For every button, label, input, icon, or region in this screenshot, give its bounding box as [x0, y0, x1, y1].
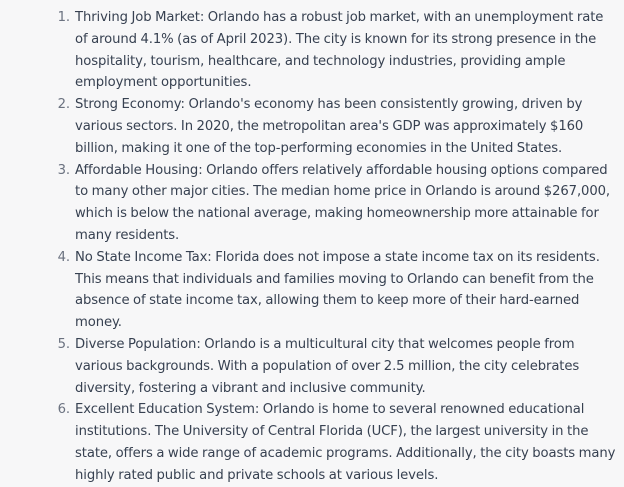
list-item — [0, 94, 624, 159]
list-item — [0, 334, 624, 399]
list-item — [0, 7, 624, 94]
list-item-text: Diverse Population: Orlando is a multicultural city that welcomes people from various backgrounds. With a population of over 2.5 million, the city celebrates diversity, fostering a vibrant and inclusive community. — [75, 336, 580, 396]
list-item-number: 2. — [57, 97, 70, 113]
list-item-number: 3. — [57, 162, 70, 178]
list-item-number: 6. — [57, 402, 70, 418]
list-item — [0, 160, 624, 247]
list-item-number: 4. — [57, 249, 70, 265]
list-item — [0, 399, 624, 486]
list-item-number: 5. — [57, 336, 70, 352]
list-item-number: 1. — [57, 10, 70, 25]
list-item-text: No State Income Tax: Florida does not impose a state income tax on its residents. This means that individuals and families moving to Orlando can benefit from the absence of state income tax, allowing them to keep more of their hard-earned money. — [75, 249, 600, 331]
list-item — [0, 247, 624, 334]
list-item-text: Strong Economy: Orlando's economy has been consistently growing, driven by various sectors. In 2020, the metropolitan area's GDP was approximately $160 billion, making it one of the top-performing economies in the United States. — [75, 97, 584, 156]
numbered-list — [0, 7, 624, 487]
list-item-text: Excellent Education System: Orlando is home to several renowned educational institutions. The University of Central Florida (UCF), the largest university in the state, offers a wide range of academic programs. Additionally, the city boasts many highly rated public and private schools at various levels. — [75, 402, 616, 483]
list-item-text: Thriving Job Market: Orlando has a robust job market, with an unemployment rate of around 4.1% (as of April 2023). The city is known for its strong presence in the hospitality, tourism, healthcare, and technology industries, providing ample employment opportunities. — [75, 10, 604, 91]
list-item-text: Affordable Housing: Orlando offers relatively affordable housing options compared to many other major cities. The median home price in Orlando is around $267,000, which is below the national average, making homeownership more attainable for many residents. — [75, 162, 611, 243]
